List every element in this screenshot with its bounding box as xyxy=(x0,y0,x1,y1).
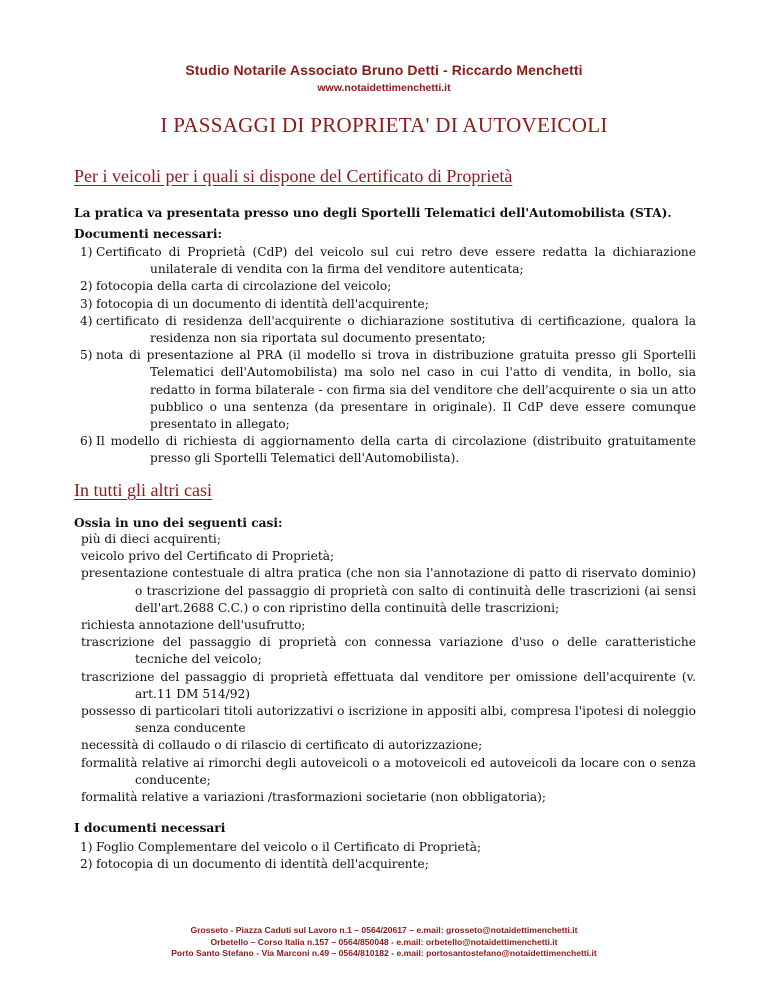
item-text: Certificato di Proprietà (CdP) del veicolo sul cui retro deve essere redatta la dichiarazione unilaterale di vendita con la firma del venditore autenticata; xyxy=(96,245,696,277)
list-item: trascrizione del passaggio di proprietà effettuata dal venditore per omissione dell'acquirente (v. art.11 DM 514/92) xyxy=(81,669,696,701)
section2-heading: In tutti gli altri casi xyxy=(74,480,212,500)
item-number: 6) xyxy=(80,434,93,449)
page-title: I PASSAGGI DI PROPRIETA' DI AUTOVEICOLI xyxy=(160,113,608,137)
item-text: certificato di residenza dell'acquirente o dichiarazione sostitutiva di certificazione, qualora la residenza non sia riportata sul documento presentato; xyxy=(96,313,696,346)
section2-intro: Ossia in uno dei seguenti casi: xyxy=(74,516,283,530)
list-item: richiesta annotazione dell'usufrutto; xyxy=(81,618,306,633)
list-item: veicolo privo del Certificato di Proprietà; xyxy=(81,549,335,564)
item-number: 4) xyxy=(80,313,93,328)
section2-docs-label: I documenti necessari xyxy=(74,821,226,835)
list-item: presentazione contestuale di altra pratica (che non sia l'annotazione di patto di riservato dominio) o trascrizione del passaggio di proprietà con salto di continuità delle trascrizioni (ai sensi dell'art.2688 C.C.) o con ripristino della continuità delle trascrizioni; xyxy=(81,566,696,615)
list-item: necessità di collaudo o di rilascio di certificato di autorizzazione; xyxy=(81,738,483,753)
studio-name: Studio Notarile Associato Bruno Detti - Riccardo Menchetti xyxy=(185,62,583,78)
list-item xyxy=(80,347,696,433)
item-number: 2) xyxy=(80,279,93,294)
item-number: 1) xyxy=(80,245,93,259)
item-text: nota di presentazione al PRA (il modello si trova in distribuzione gratuita presso gli Sportelli Telematici dell'Automobilista) ma solo nel caso in cui l'atto di vendita, in bollo, sia redatto in forma bilaterale - con firma sia del venditore che dell'acquirente o sia un atto pubblico o una sentenza (da presentare in originale). Il CdP deve essere comunque presentato in allegato; xyxy=(96,348,696,432)
item-text: fotocopia di un documento di identità dell'acquirente; xyxy=(96,296,429,311)
list-item xyxy=(80,856,696,873)
section1-heading: Per i veicoli per i quali si dispone del Certificato di Proprietà xyxy=(74,166,513,186)
list-item xyxy=(80,296,696,313)
item-number: 5) xyxy=(80,348,93,363)
item-text: Foglio Complementare del veicolo o il Certificato di Proprietà; xyxy=(96,840,482,854)
list-item xyxy=(80,278,696,295)
footer-porto-santo-stefano: Porto Santo Stefano - Via Marconi n.49 – 0564/810182 - e.mail: portosantostefano@notaidettimenchetti.it xyxy=(171,948,597,958)
footer-orbetello: Orbetello – Corso Italia n.157 – 0564/850048 - e.mail: orbetello@notaidettimenchetti.it xyxy=(210,936,558,947)
item-number: 2) xyxy=(80,857,93,872)
section2-doc-list xyxy=(80,839,696,873)
list-item xyxy=(80,433,696,467)
list-item: formalità relative ai rimorchi degli autoveicoli o a motoveicoli ed autoveicoli da locare con o senza conducente; xyxy=(81,755,696,787)
list-item: formalità relative a variazioni /trasformazioni societarie (non obbligatoria); xyxy=(81,790,547,805)
studio-website: www.notaidettimenchetti.it xyxy=(317,82,451,94)
list-item xyxy=(80,244,696,278)
section1-doc-list xyxy=(80,244,696,468)
section2-case-list xyxy=(81,531,696,806)
item-text: Il modello di richiesta di aggiornamento della carta di circolazione (distribuito gratuitamente presso gli Sportelli Telematici dell'Automobilista). xyxy=(96,434,696,466)
section1-intro: La pratica va presentata presso uno degli Sportelli Telematici dell'Automobilista (STA). xyxy=(74,206,672,220)
list-item: trascrizione del passaggio di proprietà con connessa variazione d'uso o delle caratteristiche tecniche del veicolo; xyxy=(81,635,696,667)
item-text: fotocopia di un documento di identità dell'acquirente; xyxy=(96,857,429,872)
footer-grosseto: Grosseto - Piazza Caduti sul Lavoro n.1 – 0564/20617 – e.mail: grosseto@notaidettimenchetti.it xyxy=(190,925,578,935)
item-number: 3) xyxy=(80,296,93,311)
list-item xyxy=(80,313,696,347)
list-item: possesso di particolari titoli autorizzativi o iscrizione in appositi albi, compresa l'ipotesi di noleggio senza conducente xyxy=(81,704,696,736)
list-item: più di dieci acquirenti; xyxy=(81,532,221,546)
section1-docs-label: Documenti necessari: xyxy=(74,227,222,241)
list-item xyxy=(80,839,696,856)
item-number: 1) xyxy=(80,840,93,854)
page-footer xyxy=(0,925,768,960)
item-text: fotocopia della carta di circolazione del veicolo; xyxy=(96,279,392,294)
